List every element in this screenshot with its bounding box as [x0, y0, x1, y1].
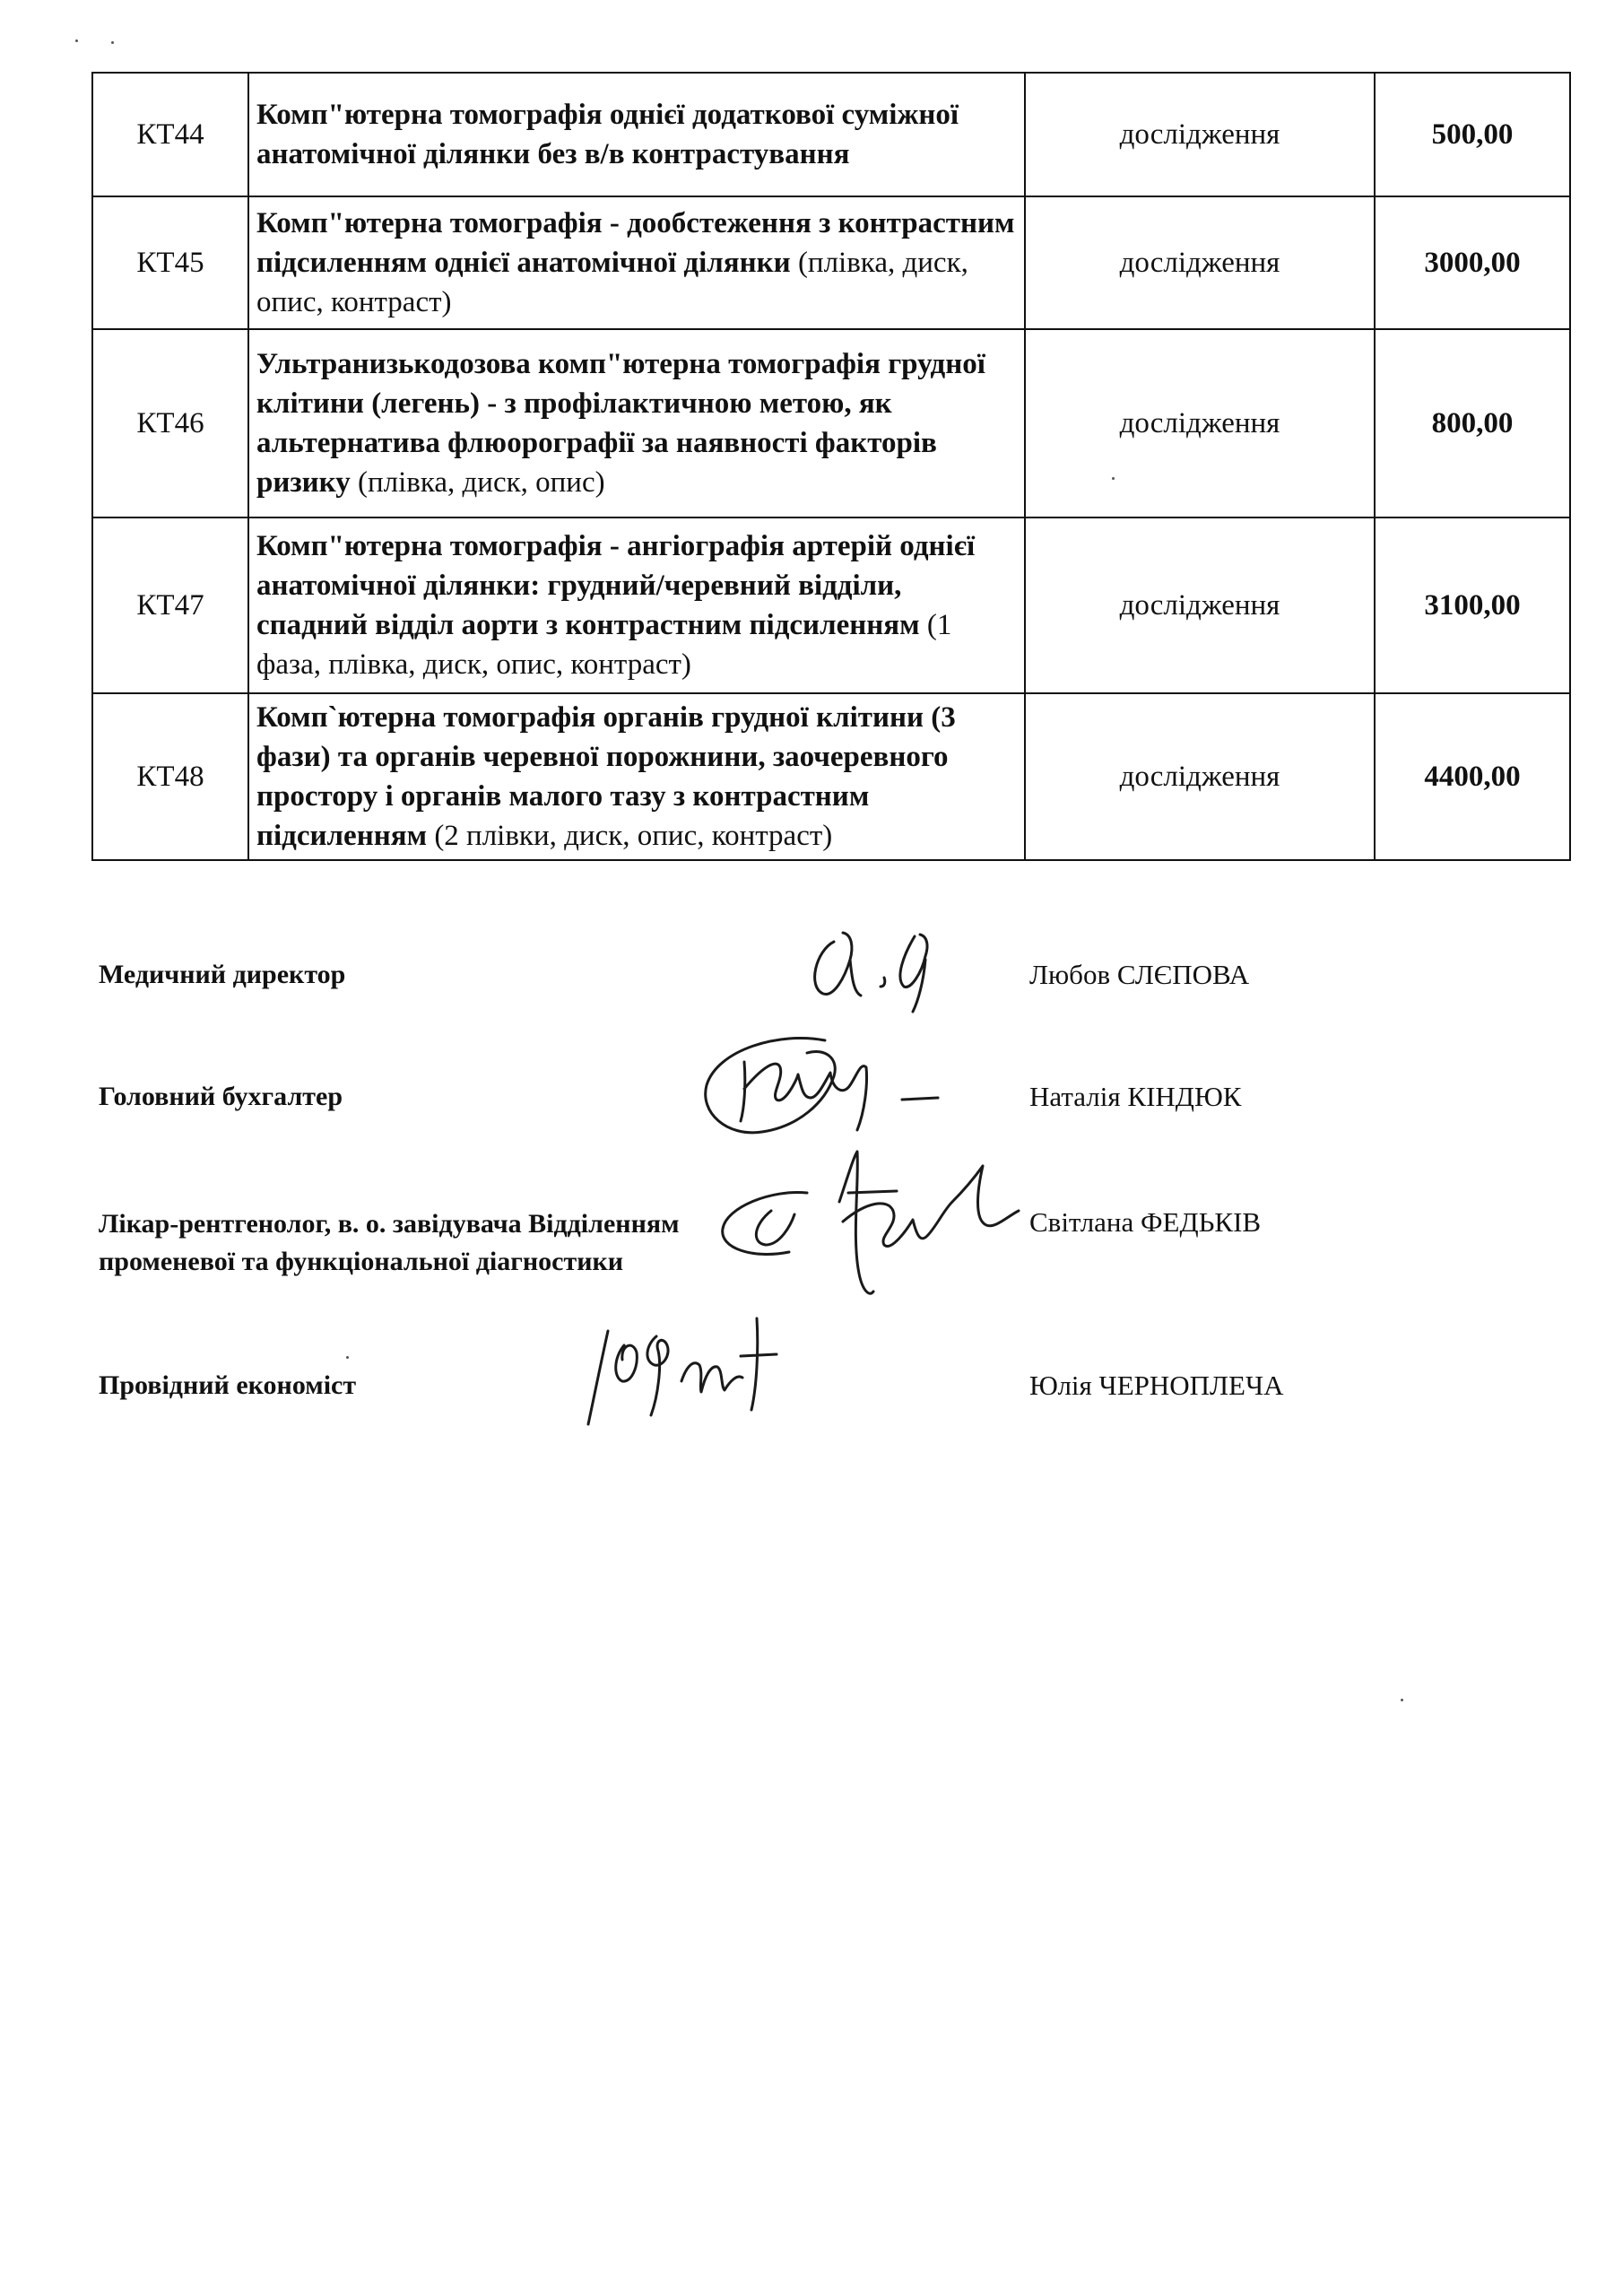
signatory-role: Лікар-рентгенолог, в. о. завідувача Відділенням: [99, 1209, 680, 1239]
service-unit: дослідження: [1025, 517, 1375, 693]
handwritten-signature: [798, 924, 959, 1013]
signatory-given-name: Любов: [1029, 959, 1111, 990]
signatory-surname: ФЕДЬКІВ: [1141, 1206, 1262, 1238]
service-name: [248, 329, 1025, 517]
service-name-main: Комп"ютерна томографія - дообстеження з контрастним підсиленням однієї анатомічної ділянки: [256, 207, 1015, 279]
service-code: КТ47: [92, 517, 248, 693]
table-row: [92, 196, 1570, 329]
signatory-role: Медичний директор: [99, 960, 346, 989]
signatory-role: Провідний економіст: [99, 1370, 357, 1400]
signatory-role-line2: променевої та функціональної діагностики: [99, 1247, 624, 1276]
scan-speck: [346, 1356, 349, 1359]
service-name-main: Комп"ютерна томографія - ангіографія артерій однієї анатомічної ділянки: грудний/черевний відділи, спадний відділ аорти з контрастним підсиленням: [256, 530, 976, 641]
price-table: [91, 72, 1571, 861]
table-row: [92, 693, 1570, 860]
handwritten-signature: [574, 1309, 789, 1435]
service-price: 4400,00: [1375, 693, 1570, 860]
handwritten-signature: [708, 1139, 1022, 1309]
table-row: [92, 73, 1570, 196]
service-name: [248, 73, 1025, 196]
service-price: 800,00: [1375, 329, 1570, 517]
service-unit: дослідження: [1025, 329, 1375, 517]
signatory-surname: КІНДЮК: [1127, 1081, 1242, 1112]
signatory-surname: ЧЕРНОПЛЕЧА: [1098, 1370, 1284, 1401]
service-price: 500,00: [1375, 73, 1570, 196]
signatory-name: [1029, 956, 1249, 994]
signatory-name: [1029, 1204, 1261, 1241]
service-name: [248, 693, 1025, 860]
service-name-main: Комп"ютерна томографія однієї додаткової суміжної анатомічної ділянки без в/в контрастування: [256, 99, 959, 170]
table-row: [92, 517, 1570, 693]
scan-speck: [111, 41, 114, 44]
signatory-name: [1029, 1367, 1284, 1405]
service-name-extra: (1 фаза, плівка, диск, опис, контраст): [256, 609, 952, 681]
service-name-extra: (плівка, диск, опис): [357, 466, 605, 499]
service-price: 3000,00: [1375, 196, 1570, 329]
service-unit: дослідження: [1025, 73, 1375, 196]
service-code: КТ45: [92, 196, 248, 329]
service-name-main: Комп`ютерна томографія органів грудної клітини (3 фази) та органів черевної порожнини, заочеревного простору і органів малого тазу з контрастним підсиленням: [256, 701, 956, 852]
handwritten-signature: [690, 1031, 950, 1157]
service-code: КТ46: [92, 329, 248, 517]
signatory-role: Головний бухгалтер: [99, 1082, 343, 1111]
signatory-name: [1029, 1078, 1241, 1116]
service-unit: дослідження: [1025, 693, 1375, 860]
service-name-main: Ультранизькодозова комп"ютерна томографія грудної клітини (легень) - з профілактичною метою, як альтернатива флюорографії за наявності факторів ризику: [256, 348, 985, 499]
signatory-given-name: Юлія: [1029, 1370, 1092, 1401]
signatory-given-name: Наталія: [1029, 1081, 1121, 1112]
service-price: 3100,00: [1375, 517, 1570, 693]
service-name-extra: (плівка, диск, опис, контраст): [256, 247, 968, 318]
service-code: КТ44: [92, 73, 248, 196]
service-name: [248, 517, 1025, 693]
service-unit: дослідження: [1025, 196, 1375, 329]
scan-speck: [1401, 1699, 1403, 1701]
table-row: [92, 329, 1570, 517]
service-name-extra: (2 плівки, диск, опис, контраст): [434, 820, 833, 852]
signatory-given-name: Світлана: [1029, 1206, 1134, 1238]
service-code: КТ48: [92, 693, 248, 860]
scan-speck: [75, 39, 78, 42]
signatory-surname: СЛЄПОВА: [1116, 959, 1250, 990]
service-name: [248, 196, 1025, 329]
